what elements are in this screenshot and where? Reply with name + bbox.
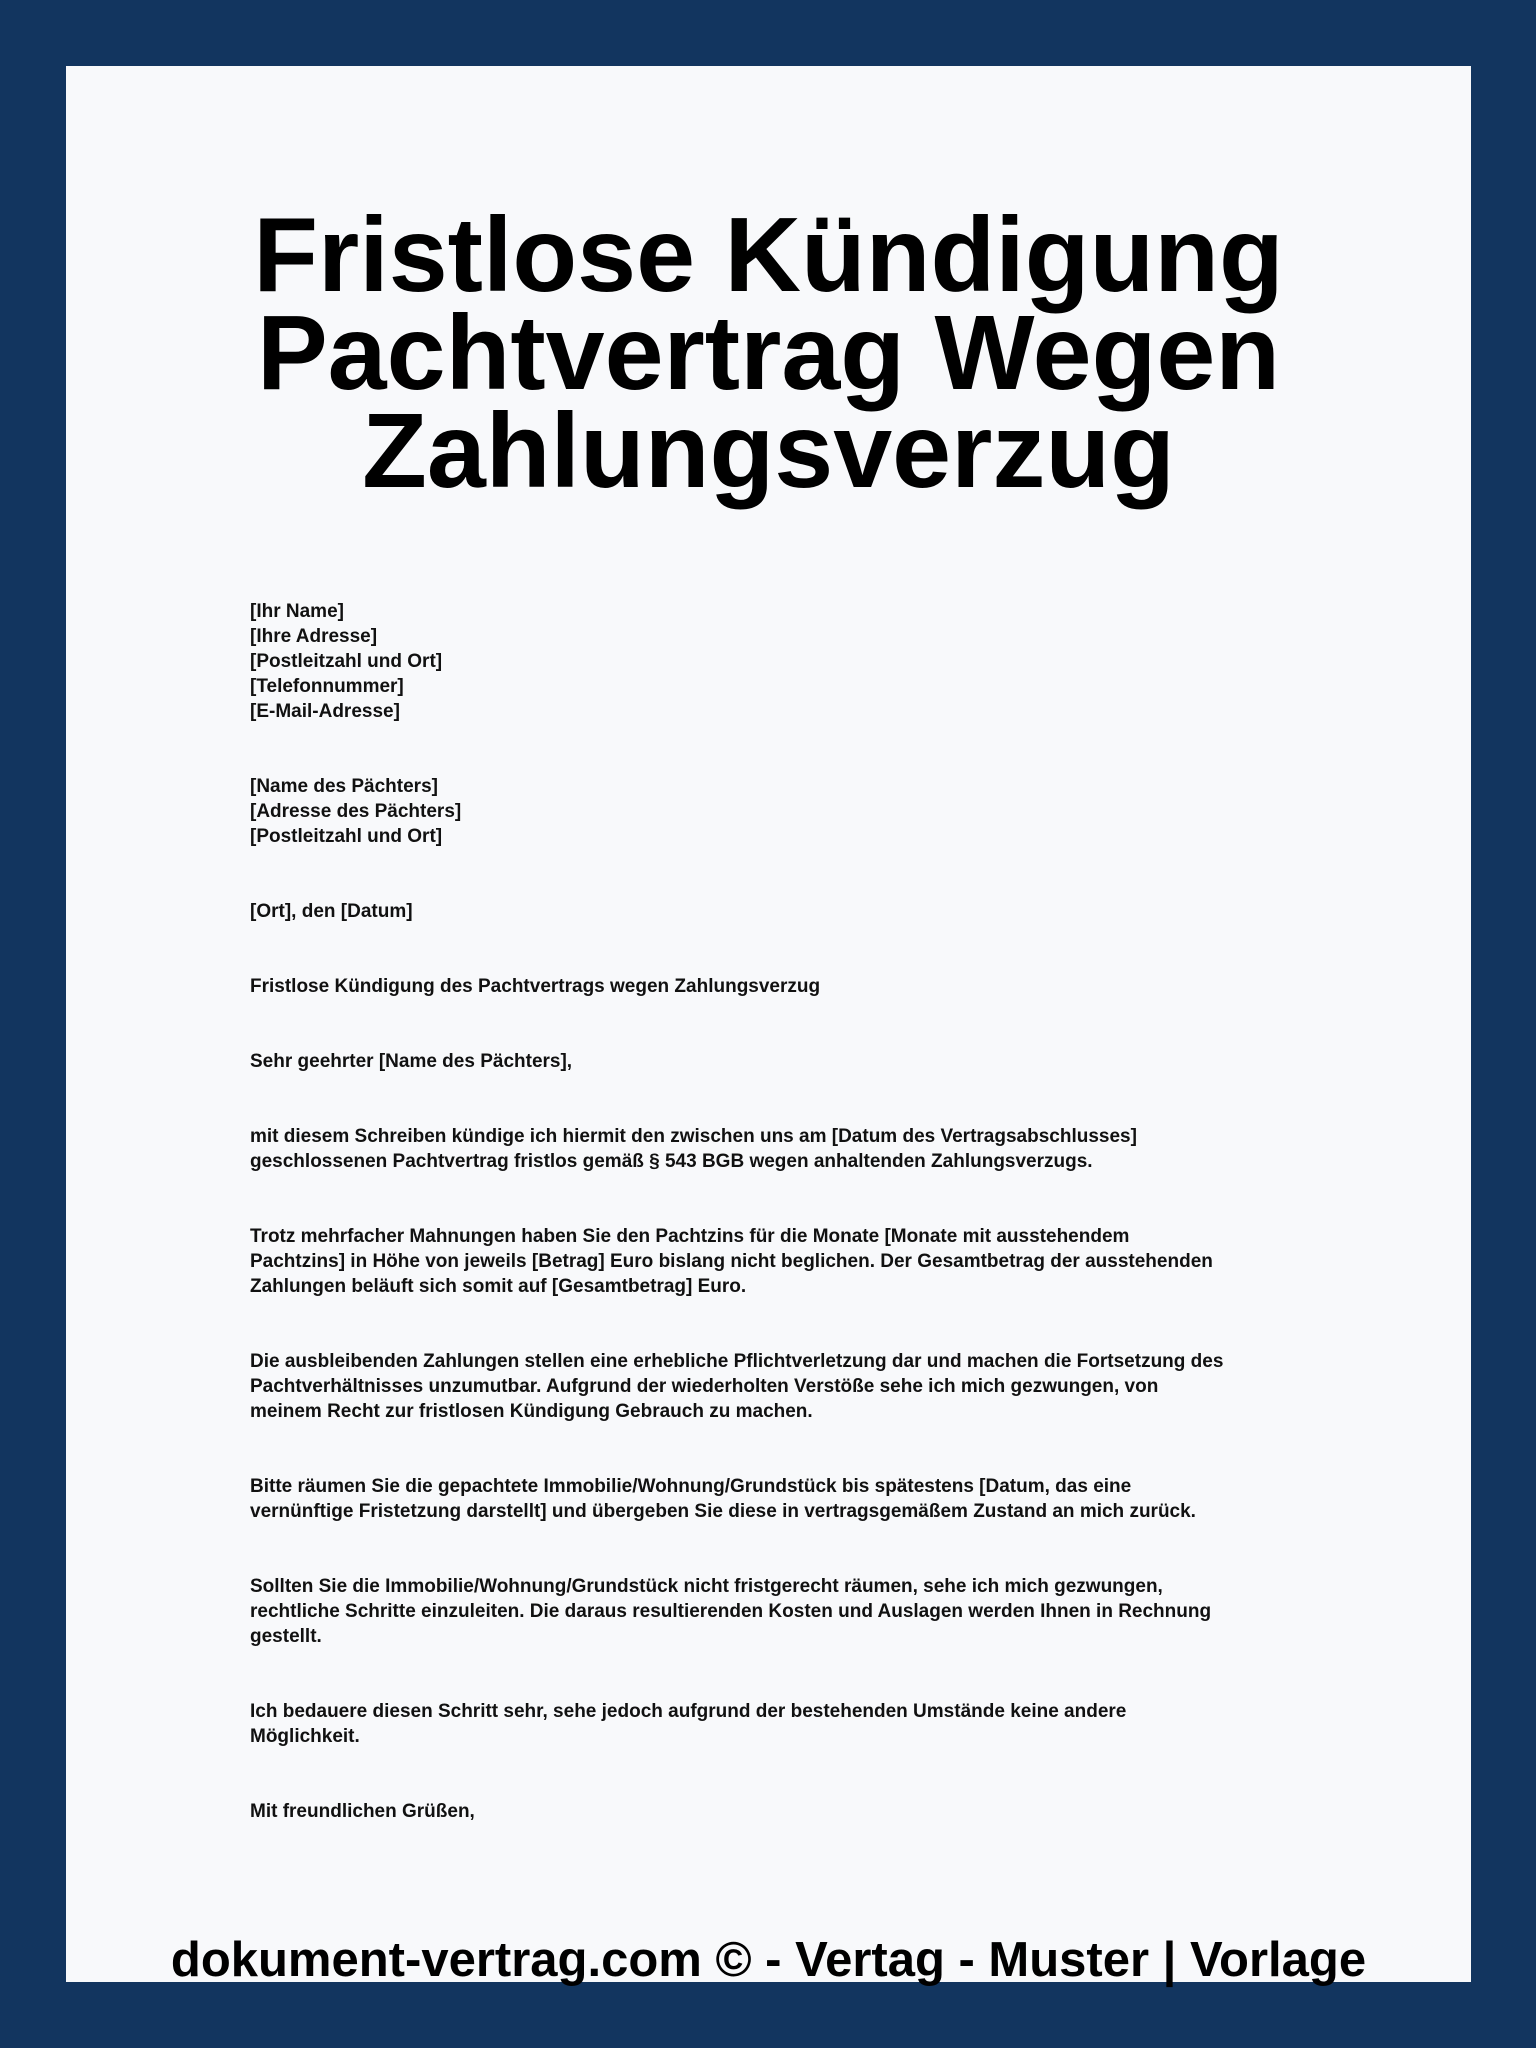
paragraph-line: Sollten Sie die Immobilie/Wohnung/Grundstück nicht fristgerecht räumen, sehe ich mich gezwungen, (250, 1576, 1163, 1597)
recipient-address (250, 774, 1350, 849)
recipient-address-line: [Adresse des Pächters] (250, 801, 462, 822)
document-page (66, 66, 1471, 1987)
closing (250, 1799, 1350, 1824)
sender-name: [Ihr Name] (250, 601, 344, 622)
paragraph (250, 1224, 1350, 1299)
paragraph-line: mit diesem Schreiben kündige ich hiermit den zwischen uns am [Datum des Vertragsabschlusses] (250, 1126, 1137, 1147)
recipient-name: [Name des Pächters] (250, 776, 438, 797)
paragraph (250, 1349, 1350, 1424)
paragraph-line: Zahlungen beläuft sich somit auf [Gesamtbetrag] Euro. (250, 1276, 747, 1297)
sender-email: [E-Mail-Adresse] (250, 701, 400, 722)
paragraph-line: Pachtverhältnisses unzumutbar. Aufgrund der wiederholten Verstöße sehe ich mich gezwungen, von (250, 1376, 1159, 1397)
paragraph-line: gestellt. (250, 1626, 322, 1647)
paragraph-line: Trotz mehrfacher Mahnungen haben Sie den Pachtzins für die Monate [Monate mit ausstehendem (250, 1226, 1130, 1247)
footer-watermark: dokument-vertrag.com © - Vertag - Muster | Vorlage (170, 1933, 1367, 1987)
title-line: Fristlose Kündigung (253, 196, 1284, 314)
salutation-text: Sehr geehrter [Name des Pächters], (250, 1051, 573, 1072)
paragraph-line: Möglichkeit. (250, 1726, 360, 1747)
sender-postal-city: [Postleitzahl und Ort] (250, 651, 443, 672)
sender-address (250, 599, 1350, 724)
paragraph-line: Bitte räumen Sie die gepachtete Immobilie/Wohnung/Grundstück bis spätestens [Datum, das eine (250, 1476, 1132, 1497)
subject-text: Fristlose Kündigung des Pachtvertrags wegen Zahlungsverzug (250, 976, 821, 997)
sender-phone: [Telefonnummer] (250, 676, 404, 697)
paragraph (250, 1574, 1350, 1649)
paragraph-line: rechtliche Schritte einzuleiten. Die daraus resultierenden Kosten und Auslagen werden Ihnen in Rechnung (250, 1601, 1212, 1622)
paragraph (250, 1124, 1350, 1174)
place-date (250, 899, 1350, 924)
paragraph (250, 1699, 1350, 1749)
document-title (66, 196, 1471, 510)
paragraph-line: Pachtzins] in Höhe von jeweils [Betrag] Euro bislang nicht beglichen. Der Gesamtbetrag der ausstehenden (250, 1251, 1213, 1272)
sender-address-line: [Ihre Adresse] (250, 626, 378, 647)
recipient-postal-city: [Postleitzahl und Ort] (250, 826, 443, 847)
title-line: Pachtvertrag Wegen (256, 294, 1281, 412)
closing-text: Mit freundlichen Grüßen, (250, 1801, 475, 1822)
paragraph-line: vernünftige Fristetzung darstellt] und übergeben Sie diese in vertragsgemäßem Zustand an mich zurück. (250, 1501, 1196, 1522)
paragraph-line: meinem Recht zur fristlosen Kündigung Gebrauch zu machen. (250, 1401, 813, 1422)
title-line: Zahlungsverzug (362, 392, 1175, 510)
paragraph-line: Die ausbleibenden Zahlungen stellen eine erhebliche Pflichtverletzung dar und machen die Fortsetzung des (250, 1351, 1224, 1372)
subject-line (250, 974, 1350, 999)
salutation (250, 1049, 1350, 1074)
paragraph-line: geschlossenen Pachtvertrag fristlos gemäß § 543 BGB wegen anhaltenden Zahlungsverzugs. (250, 1151, 1093, 1172)
letter-body (250, 599, 1350, 1874)
paragraph-line: Ich bedauere diesen Schritt sehr, sehe jedoch aufgrund der bestehenden Umstände keine andere (250, 1701, 1127, 1722)
paragraph (250, 1474, 1350, 1524)
place-date-text: [Ort], den [Datum] (250, 901, 413, 922)
